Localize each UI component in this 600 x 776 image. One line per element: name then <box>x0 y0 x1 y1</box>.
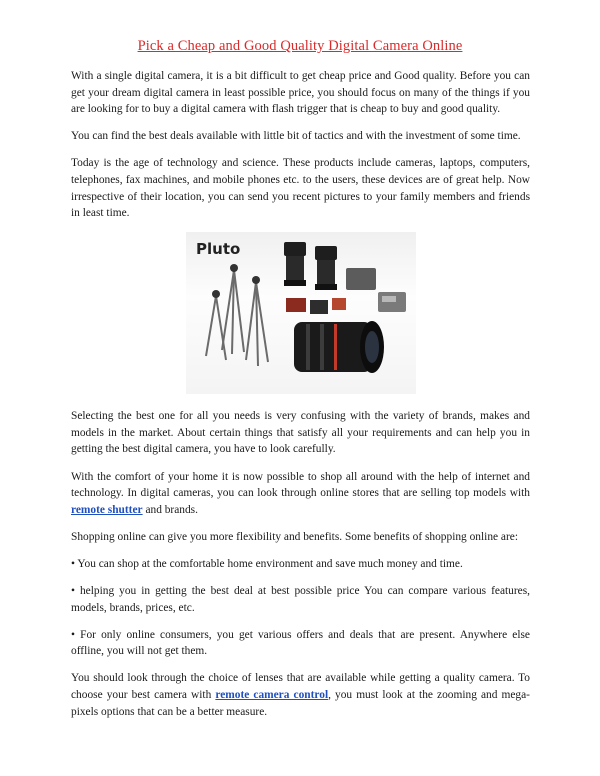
bullet-item: • For only online consumers, you get various offers and deals that are present. Anywhere else offline, you will not get them. <box>71 628 530 658</box>
paragraph-text: With the comfort of your home it is now possible to shop all around with the help of internet and technology. In digital cameras, you can look through online stores that are selling top models with <box>71 470 530 500</box>
bullet-item: • helping you in getting the best deal at best possible price You can compare various features, models, brands, prices, etc. <box>71 585 530 614</box>
tripod-head-icon <box>230 264 238 272</box>
tripod-head-icon <box>252 276 260 284</box>
paragraph: Selecting the best one for all you needs is very confusing with the variety of brands, makes and models in the market. About certain things that satisfy all your requirements and can help you in getting the best digital camera, you have to look carefully. <box>71 410 530 456</box>
flash-unit-icon <box>284 242 337 290</box>
page-title: Pick a Cheap and Good Quality Digital Camera Online <box>137 38 463 54</box>
remote-shutter-link[interactable]: remote shutter <box>71 503 143 516</box>
tripod-head-icon <box>212 290 220 298</box>
paragraph-text: and brands. <box>142 503 198 516</box>
paragraph: With a single digital camera, it is a bit difficult to get cheap price and Good quality. Before you can get your dream digital camera in least possible price, you should focus on many of the things if you are looking for to buy a digital camera with flash trigger that is cheap to buy and good quality. <box>71 70 530 116</box>
tripod-icon <box>206 270 268 366</box>
product-image <box>186 232 416 394</box>
camera-accessories-illustration <box>186 232 416 394</box>
paragraph <box>71 670 530 720</box>
logo-text: Pluto <box>195 240 240 259</box>
bullet-item: • You can shop at the comfortable home environment and save much money and time. <box>71 557 463 570</box>
remote-camera-control-link[interactable]: remote camera control <box>215 688 329 701</box>
paragraph <box>71 469 530 519</box>
paragraph-text: You should look through the choice of lenses that are available while getting a quality camera. To choose your best camera with <box>71 672 530 701</box>
camera-lens-icon <box>294 321 384 373</box>
paragraph: You can find the best deals available with little bit of tactics and with the investment of some time. <box>71 130 521 143</box>
paragraph: Shopping online can give you more flexibility and benefits. Some benefits of shopping online are: <box>71 530 518 543</box>
memory-card-icon <box>286 298 346 314</box>
paragraph: Today is the age of technology and science. These products include cameras, laptops, computers, telephones, fax machines, and mobile phones etc. to the users, these devices are of great help. Now irrespective of their location, you can send you recent pictures to your family members and friends in least time. <box>71 157 530 220</box>
battery-icon <box>346 268 406 312</box>
paragraph-text: , you must look at the zooming and mega-pixels options that can be a better measure. <box>71 688 530 718</box>
article-body <box>71 68 530 731</box>
